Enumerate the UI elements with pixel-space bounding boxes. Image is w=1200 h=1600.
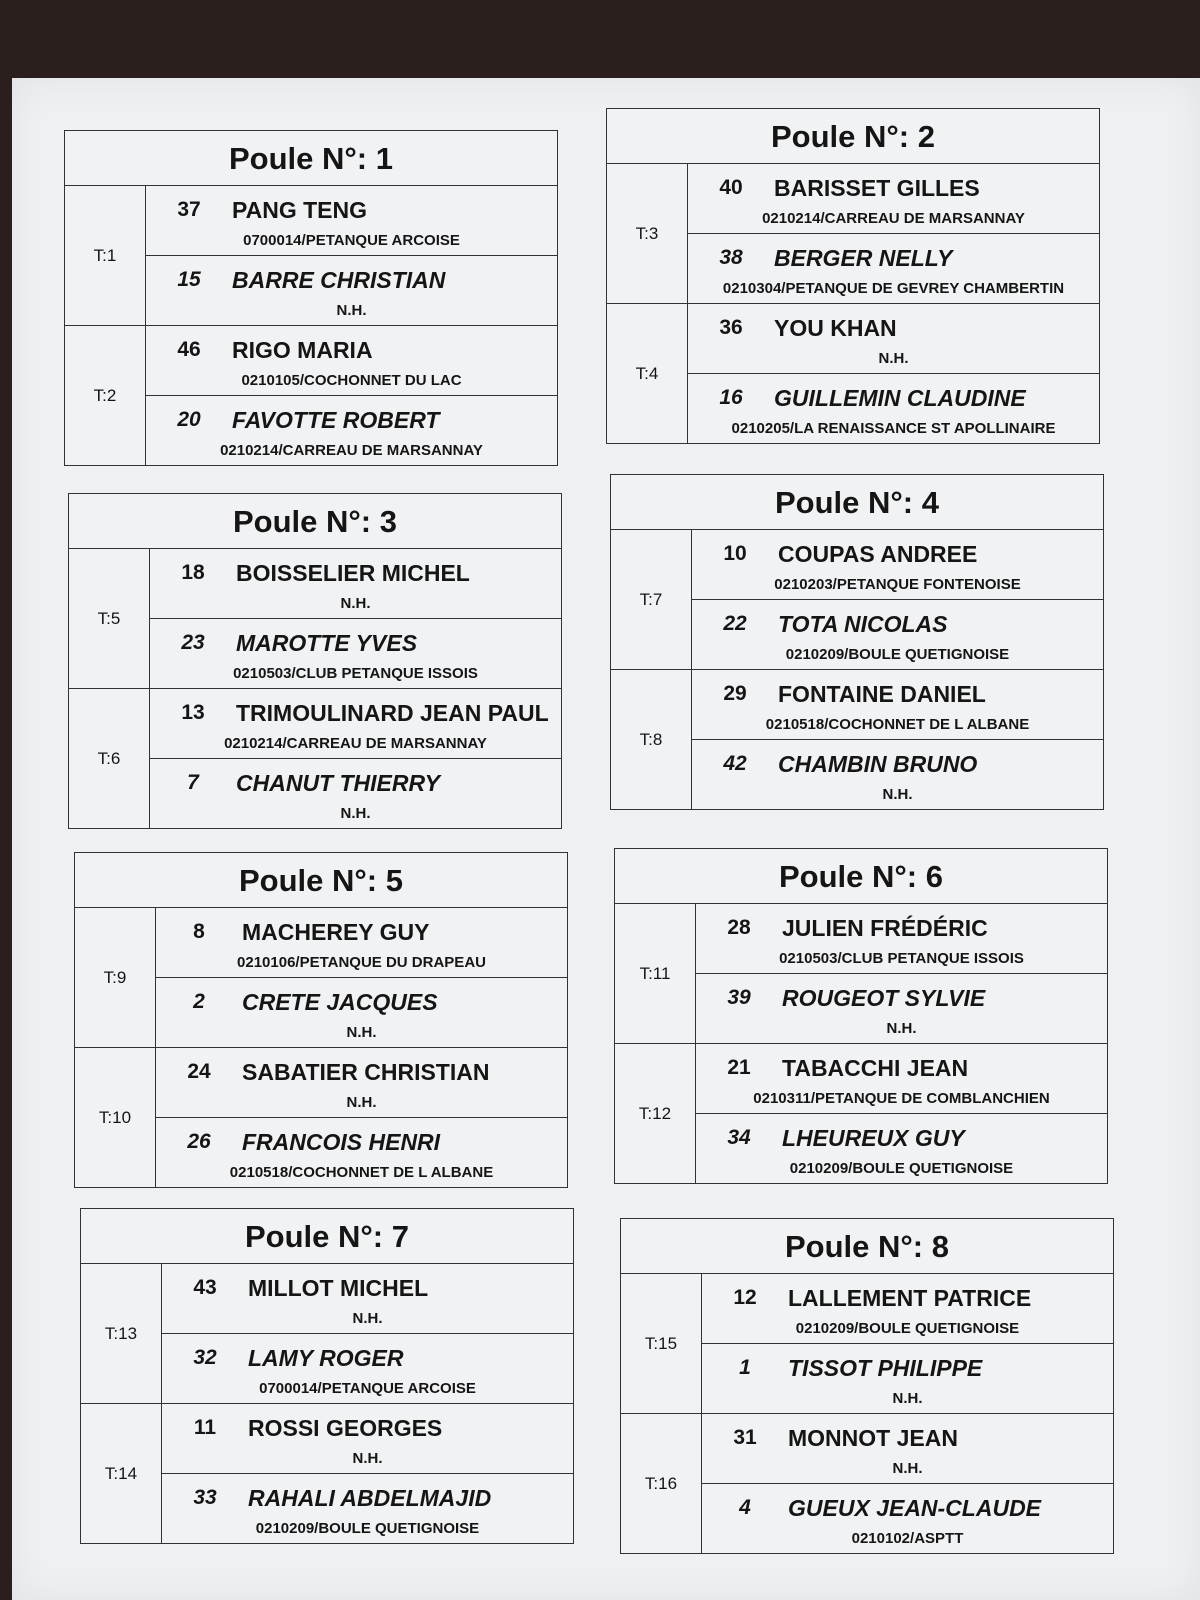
players-list <box>162 1264 573 1403</box>
player-row <box>150 549 561 619</box>
player-club: N.H. <box>346 1024 377 1041</box>
poule-title: Poule N°: 6 <box>615 849 1107 904</box>
player-row <box>162 1334 573 1403</box>
player-name: ROSSI GEORGES <box>248 1415 443 1441</box>
table-group <box>615 904 1107 1044</box>
players-list <box>692 530 1103 669</box>
players-list <box>696 1044 1107 1183</box>
players-list <box>146 186 557 325</box>
table-group <box>611 670 1103 809</box>
table-group <box>75 908 567 1048</box>
poule-title: Poule N°: 4 <box>611 475 1103 530</box>
player-name: FRANCOIS HENRI <box>242 1129 441 1155</box>
player-club: N.H. <box>340 805 371 822</box>
player-club: 0210214/CARREAU DE MARSANNAY <box>762 210 1025 227</box>
table-group <box>69 549 561 689</box>
player-name: GUEUX JEAN-CLAUDE <box>788 1495 1042 1521</box>
table-label: T:2 <box>65 326 146 465</box>
table-group <box>621 1414 1113 1553</box>
table-label: T:7 <box>611 530 692 669</box>
poule-table <box>68 493 562 829</box>
player-row <box>696 1114 1107 1183</box>
player-number: 7 <box>187 771 199 794</box>
player-number: 43 <box>193 1276 217 1299</box>
table-group <box>611 530 1103 670</box>
player-name: YOU KHAN <box>774 315 897 341</box>
table-group <box>65 186 557 326</box>
players-list <box>150 549 561 688</box>
poule-title: Poule N°: 7 <box>81 1209 573 1264</box>
player-number: 37 <box>177 198 201 221</box>
player-row <box>688 234 1099 303</box>
poule-title: Poule N°: 8 <box>621 1219 1113 1274</box>
player-name: COUPAS ANDREE <box>778 541 978 567</box>
players-list <box>702 1274 1113 1413</box>
table-group <box>75 1048 567 1187</box>
player-name: CRETE JACQUES <box>242 989 438 1015</box>
player-row <box>696 1044 1107 1114</box>
player-club: N.H. <box>892 1390 923 1407</box>
player-name: LAMY ROGER <box>248 1345 404 1371</box>
players-list <box>692 670 1103 809</box>
player-number: 28 <box>727 916 751 939</box>
player-name: TOTA NICOLAS <box>778 611 948 637</box>
poule-table <box>610 474 1104 810</box>
poule-table <box>80 1208 574 1544</box>
player-club: 0210205/LA RENAISSANCE ST APOLLINAIRE <box>731 420 1056 437</box>
player-club: N.H. <box>346 1094 377 1111</box>
player-row <box>156 978 567 1047</box>
table-label: T:16 <box>621 1414 702 1553</box>
players-list <box>162 1404 573 1543</box>
poule-table <box>620 1218 1114 1554</box>
player-name: TABACCHI JEAN <box>782 1055 969 1081</box>
player-row <box>688 304 1099 374</box>
poule-title: Poule N°: 3 <box>69 494 561 549</box>
table-label: T:1 <box>65 186 146 325</box>
player-row <box>702 1274 1113 1344</box>
player-row <box>692 670 1103 740</box>
player-number: 20 <box>177 408 201 431</box>
player-number: 36 <box>719 316 743 339</box>
player-name: SABATIER CHRISTIAN <box>242 1059 490 1085</box>
player-number: 32 <box>193 1346 217 1369</box>
table-label: T:12 <box>615 1044 696 1183</box>
player-row <box>696 904 1107 974</box>
table-group <box>69 689 561 828</box>
player-number: 13 <box>181 701 205 724</box>
player-row <box>156 1048 567 1118</box>
player-row <box>692 600 1103 669</box>
table-label: T:6 <box>69 689 150 828</box>
player-name: LALLEMENT PATRICE <box>788 1285 1032 1311</box>
player-name: FAVOTTE ROBERT <box>232 407 440 433</box>
player-club: N.H. <box>336 302 367 319</box>
table-label: T:8 <box>611 670 692 809</box>
poule-table <box>64 130 558 466</box>
player-name: TRIMOULINARD JEAN PAUL <box>236 700 549 726</box>
player-name: BOISSELIER MICHEL <box>236 560 470 586</box>
table-group <box>615 1044 1107 1183</box>
player-number: 31 <box>733 1426 757 1449</box>
player-club: 0210304/PETANQUE DE GEVREY CHAMBERTIN <box>722 280 1065 297</box>
player-club: 0210209/BOULE QUETIGNOISE <box>785 646 1010 663</box>
table-group <box>607 164 1099 304</box>
player-number: 42 <box>723 752 747 775</box>
player-name: JULIEN FRÉDÉRIC <box>782 915 988 941</box>
player-row <box>702 1344 1113 1413</box>
player-club: 0210518/COCHONNET DE L ALBANE <box>765 716 1030 733</box>
poule-table <box>606 108 1100 444</box>
player-row <box>150 759 561 828</box>
player-number: 12 <box>733 1286 757 1309</box>
player-row <box>162 1264 573 1334</box>
player-number: 26 <box>187 1130 211 1153</box>
player-club: N.H. <box>352 1450 383 1467</box>
player-club: N.H. <box>878 350 909 367</box>
table-label: T:13 <box>81 1264 162 1403</box>
player-number: 1 <box>739 1356 751 1379</box>
player-row <box>146 186 557 256</box>
table-group <box>81 1404 573 1543</box>
player-name: MAROTTE YVES <box>236 630 418 656</box>
player-club: N.H. <box>340 595 371 612</box>
player-row <box>692 530 1103 600</box>
table-label: T:15 <box>621 1274 702 1413</box>
player-club: 0210105/COCHONNET DU LAC <box>241 372 462 389</box>
player-number: 22 <box>723 612 747 635</box>
player-club: 0210518/COCHONNET DE L ALBANE <box>229 1164 494 1181</box>
player-number: 8 <box>193 920 205 943</box>
table-label: T:10 <box>75 1048 156 1187</box>
player-row <box>146 256 557 325</box>
table-label: T:14 <box>81 1404 162 1543</box>
player-number: 18 <box>181 561 205 584</box>
player-name: MONNOT JEAN <box>788 1425 958 1451</box>
player-row <box>146 326 557 396</box>
player-number: 39 <box>727 986 751 1009</box>
player-club: 0210209/BOULE QUETIGNOISE <box>255 1520 480 1537</box>
player-club: N.H. <box>892 1460 923 1477</box>
player-number: 16 <box>719 386 743 409</box>
player-club: 0210214/CARREAU DE MARSANNAY <box>220 442 483 459</box>
players-list <box>696 904 1107 1043</box>
player-row <box>692 740 1103 809</box>
players-list <box>702 1414 1113 1553</box>
player-club: 0210209/BOULE QUETIGNOISE <box>789 1160 1014 1177</box>
player-name: LHEUREUX GUY <box>782 1125 965 1151</box>
player-number: 33 <box>193 1486 217 1509</box>
player-name: MILLOT MICHEL <box>248 1275 429 1301</box>
player-name: RAHALI ABDELMAJID <box>248 1485 492 1511</box>
player-number: 40 <box>719 176 743 199</box>
player-number: 46 <box>177 338 201 361</box>
player-name: RIGO MARIA <box>232 337 373 363</box>
player-name: CHAMBIN BRUNO <box>778 751 978 777</box>
poule-table <box>614 848 1108 1184</box>
players-list <box>688 304 1099 443</box>
poule-title: Poule N°: 2 <box>607 109 1099 164</box>
player-club: 0210203/PETANQUE FONTENOISE <box>774 576 1021 593</box>
player-name: TISSOT PHILIPPE <box>788 1355 983 1381</box>
player-row <box>702 1484 1113 1553</box>
player-name: CHANUT THIERRY <box>236 770 441 796</box>
player-row <box>150 619 561 688</box>
player-name: FONTAINE DANIEL <box>778 681 986 707</box>
player-name: BARRE CHRISTIAN <box>232 267 446 293</box>
table-label: T:3 <box>607 164 688 303</box>
player-club: 0210106/PETANQUE DU DRAPEAU <box>237 954 486 971</box>
player-number: 38 <box>719 246 743 269</box>
players-list <box>156 1048 567 1187</box>
player-row <box>696 974 1107 1043</box>
player-name: MACHEREY GUY <box>242 919 430 945</box>
player-name: GUILLEMIN CLAUDINE <box>774 385 1026 411</box>
player-club: 0210102/ASPTT <box>851 1530 964 1547</box>
poule-title: Poule N°: 5 <box>75 853 567 908</box>
player-row <box>146 396 557 465</box>
players-list <box>156 908 567 1047</box>
player-number: 23 <box>181 631 205 654</box>
poule-title: Poule N°: 1 <box>65 131 557 186</box>
player-number: 34 <box>727 1126 751 1149</box>
player-number: 11 <box>193 1416 217 1439</box>
player-name: BARISSET GILLES <box>774 175 980 201</box>
table-label: T:5 <box>69 549 150 688</box>
table-label: T:4 <box>607 304 688 443</box>
player-club: 0210503/CLUB PETANQUE ISSOIS <box>233 665 478 682</box>
player-name: PANG TENG <box>232 197 368 223</box>
player-club: N.H. <box>352 1310 383 1327</box>
player-row <box>156 1118 567 1187</box>
table-label: T:11 <box>615 904 696 1043</box>
players-list <box>150 689 561 828</box>
table-group <box>65 326 557 465</box>
player-club: 0210209/BOULE QUETIGNOISE <box>795 1320 1020 1337</box>
player-row <box>702 1414 1113 1484</box>
player-row <box>150 689 561 759</box>
player-club: 0210214/CARREAU DE MARSANNAY <box>224 735 487 752</box>
table-group <box>621 1274 1113 1414</box>
player-row <box>156 908 567 978</box>
player-number: 4 <box>739 1496 751 1519</box>
player-number: 10 <box>723 542 747 565</box>
player-number: 2 <box>193 990 205 1013</box>
players-list <box>688 164 1099 303</box>
player-number: 21 <box>727 1056 751 1079</box>
paper-sheet <box>12 78 1200 1600</box>
player-club: N.H. <box>882 786 913 803</box>
player-row <box>162 1404 573 1474</box>
player-number: 29 <box>723 682 747 705</box>
player-name: BERGER NELLY <box>774 245 953 271</box>
table-label: T:9 <box>75 908 156 1047</box>
player-number: 15 <box>177 268 201 291</box>
players-list <box>146 326 557 465</box>
player-club: 0210311/PETANQUE DE COMBLANCHIEN <box>753 1090 1050 1107</box>
table-group <box>81 1264 573 1404</box>
player-club: 0700014/PETANQUE ARCOISE <box>243 232 460 249</box>
player-club: 0210503/CLUB PETANQUE ISSOIS <box>779 950 1024 967</box>
player-number: 24 <box>187 1060 211 1083</box>
player-row <box>688 374 1099 443</box>
player-row <box>688 164 1099 234</box>
player-row <box>162 1474 573 1543</box>
player-name: ROUGEOT SYLVIE <box>782 985 986 1011</box>
poule-table <box>74 852 568 1188</box>
player-club: N.H. <box>886 1020 917 1037</box>
table-group <box>607 304 1099 443</box>
player-club: 0700014/PETANQUE ARCOISE <box>259 1380 476 1397</box>
